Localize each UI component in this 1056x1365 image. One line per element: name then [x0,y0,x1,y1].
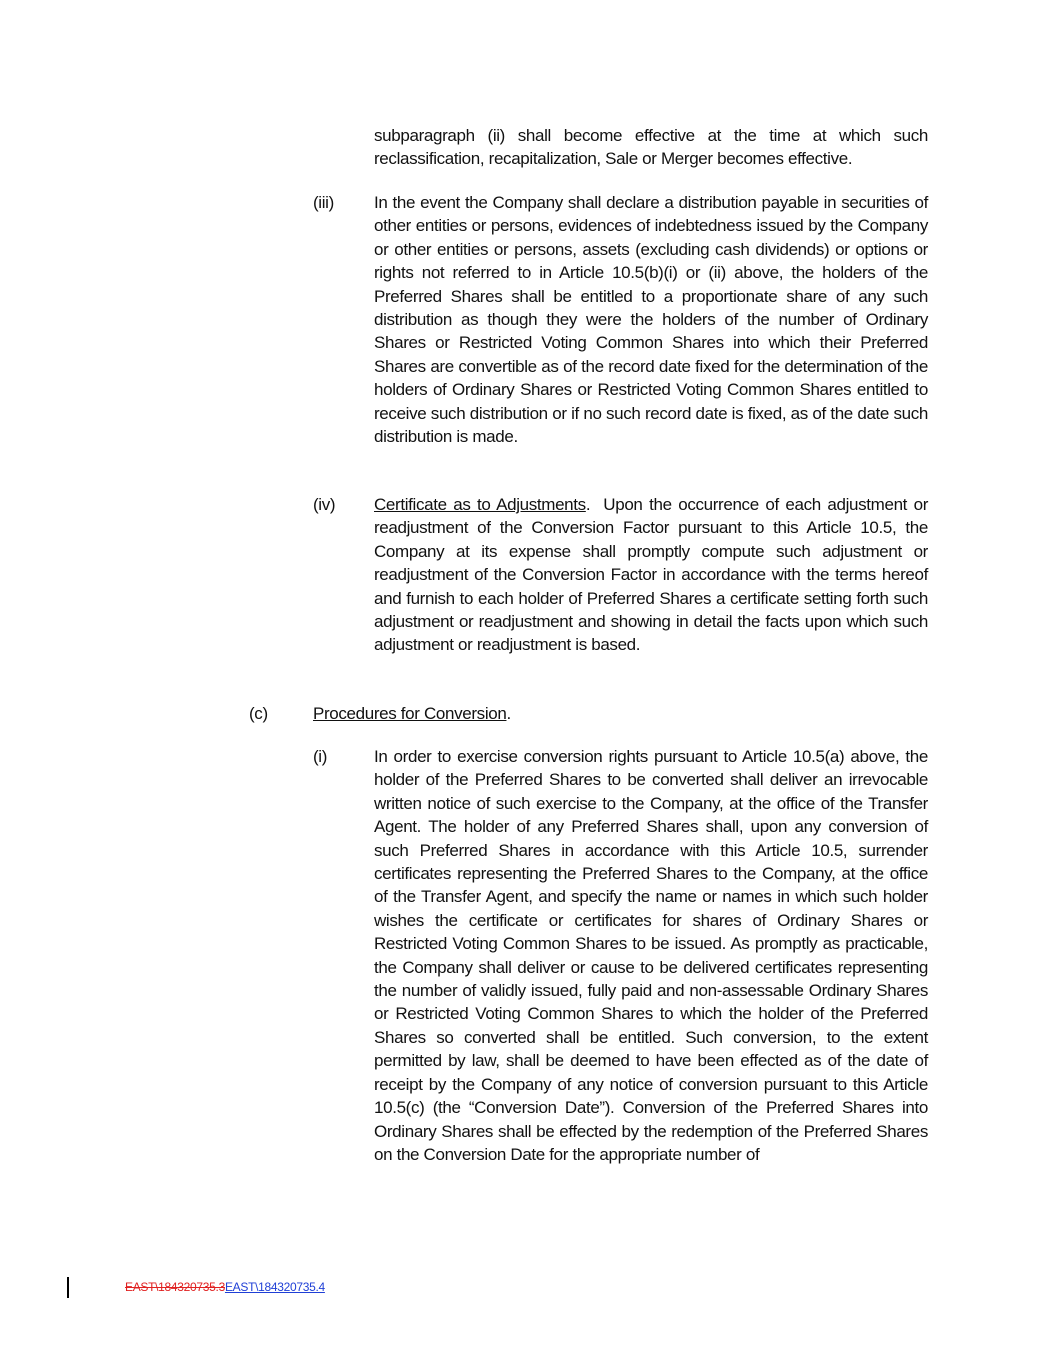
revision-change-bar [67,1277,69,1298]
section-c-heading-punct: . [506,704,511,723]
item-iv-label: (iv) [313,495,336,514]
item-iii-label: (iii) [313,193,334,212]
item-c-i-label: (i) [313,747,328,766]
section-c-label: (c) [249,704,268,723]
item-iv-heading: Certificate as to Adjustments [374,495,586,514]
section-c-heading-line [313,702,511,725]
footer-deleted-id: EAST\184320735.3 [125,1280,225,1294]
item-iii-paragraph: In the event the Company shall declare a distribution payable in securities of other entities or persons, evidences of indebtedness issued by the Company or other entities or persons, assets (excluding cash dividends) or options or rights not referred to in Article 10.5(b)(i) or (ii) above, the holders of the Preferred Shares shall be entitled to a proportionate share of any such distribution as though they were the holders of the number of Ordinary Shares or Restricted Voting Common Shares into which their Preferred Shares are convertible as of the record date fixed for the determination of the holders of Ordinary Shares or Restricted Voting Common Shares entitled to receive such distribution or if no such record date is fixed, as of the date such distribution is made. [374,193,928,447]
footer-document-id [125,1280,325,1294]
footer-inserted-id: EAST\184320735.4 [224,1280,325,1294]
continuation-paragraph: subparagraph (ii) shall become effective at the time at which such reclassification, recapitalization, Sale or Merger becomes effective. [374,126,928,169]
item-iv-heading-punct: . [585,495,591,514]
item-c-i-paragraph: In order to exercise conversion rights pursuant to Article 10.5(a) above, the holder of the Preferred Shares to be converted shall deliver an irrevocable written notice of such exercise to the Company, at the office of the Transfer Agent. The holder of any Preferred Shares shall, upon any conversion of such Preferred Shares in accordance with this Article 10.5, surrender certificates representing the Preferred Shares to the Company, at the office of the Transfer Agent, and specify the name or names in which such holder wishes the certificate or certificates for shares of Ordinary Shares or Restricted Voting Common Shares to be issued. As promptly as practicable, the Company shall deliver or cause to be delivered certificates representing the number of validly issued, fully paid and non-assessable Ordinary Shares or Restricted Voting Common Shares to which the holder of the Preferred Shares so converted shall be entitled. Such conversion, to the extent permitted by law, shall be deemed to have been effected as of the date of receipt by the Company of any notice of conversion pursuant to this Article 10.5(c) (the “Conversion Date”). Conversion of the Preferred Shares into Ordinary Shares shall be effected by the redemption of the Preferred Shares on the Conversion Date for the appropriate number of [374,747,928,1164]
section-c-heading: Procedures for Conversion [313,704,507,723]
item-iv-text: Upon the occurrence of each adjustment or readjustment of the Conversion Factor pursuant to this Article 10.5, the Company at its expense shall promptly compute such adjustment or readjustment of the Conversion Factor in accordance with the terms hereof and furnish to each holder of Preferred Shares a certificate setting forth such adjustment or readjustment and showing in detail the facts upon which such adjustment or readjustment is based. [374,495,929,655]
item-iv-paragraph [374,493,928,657]
